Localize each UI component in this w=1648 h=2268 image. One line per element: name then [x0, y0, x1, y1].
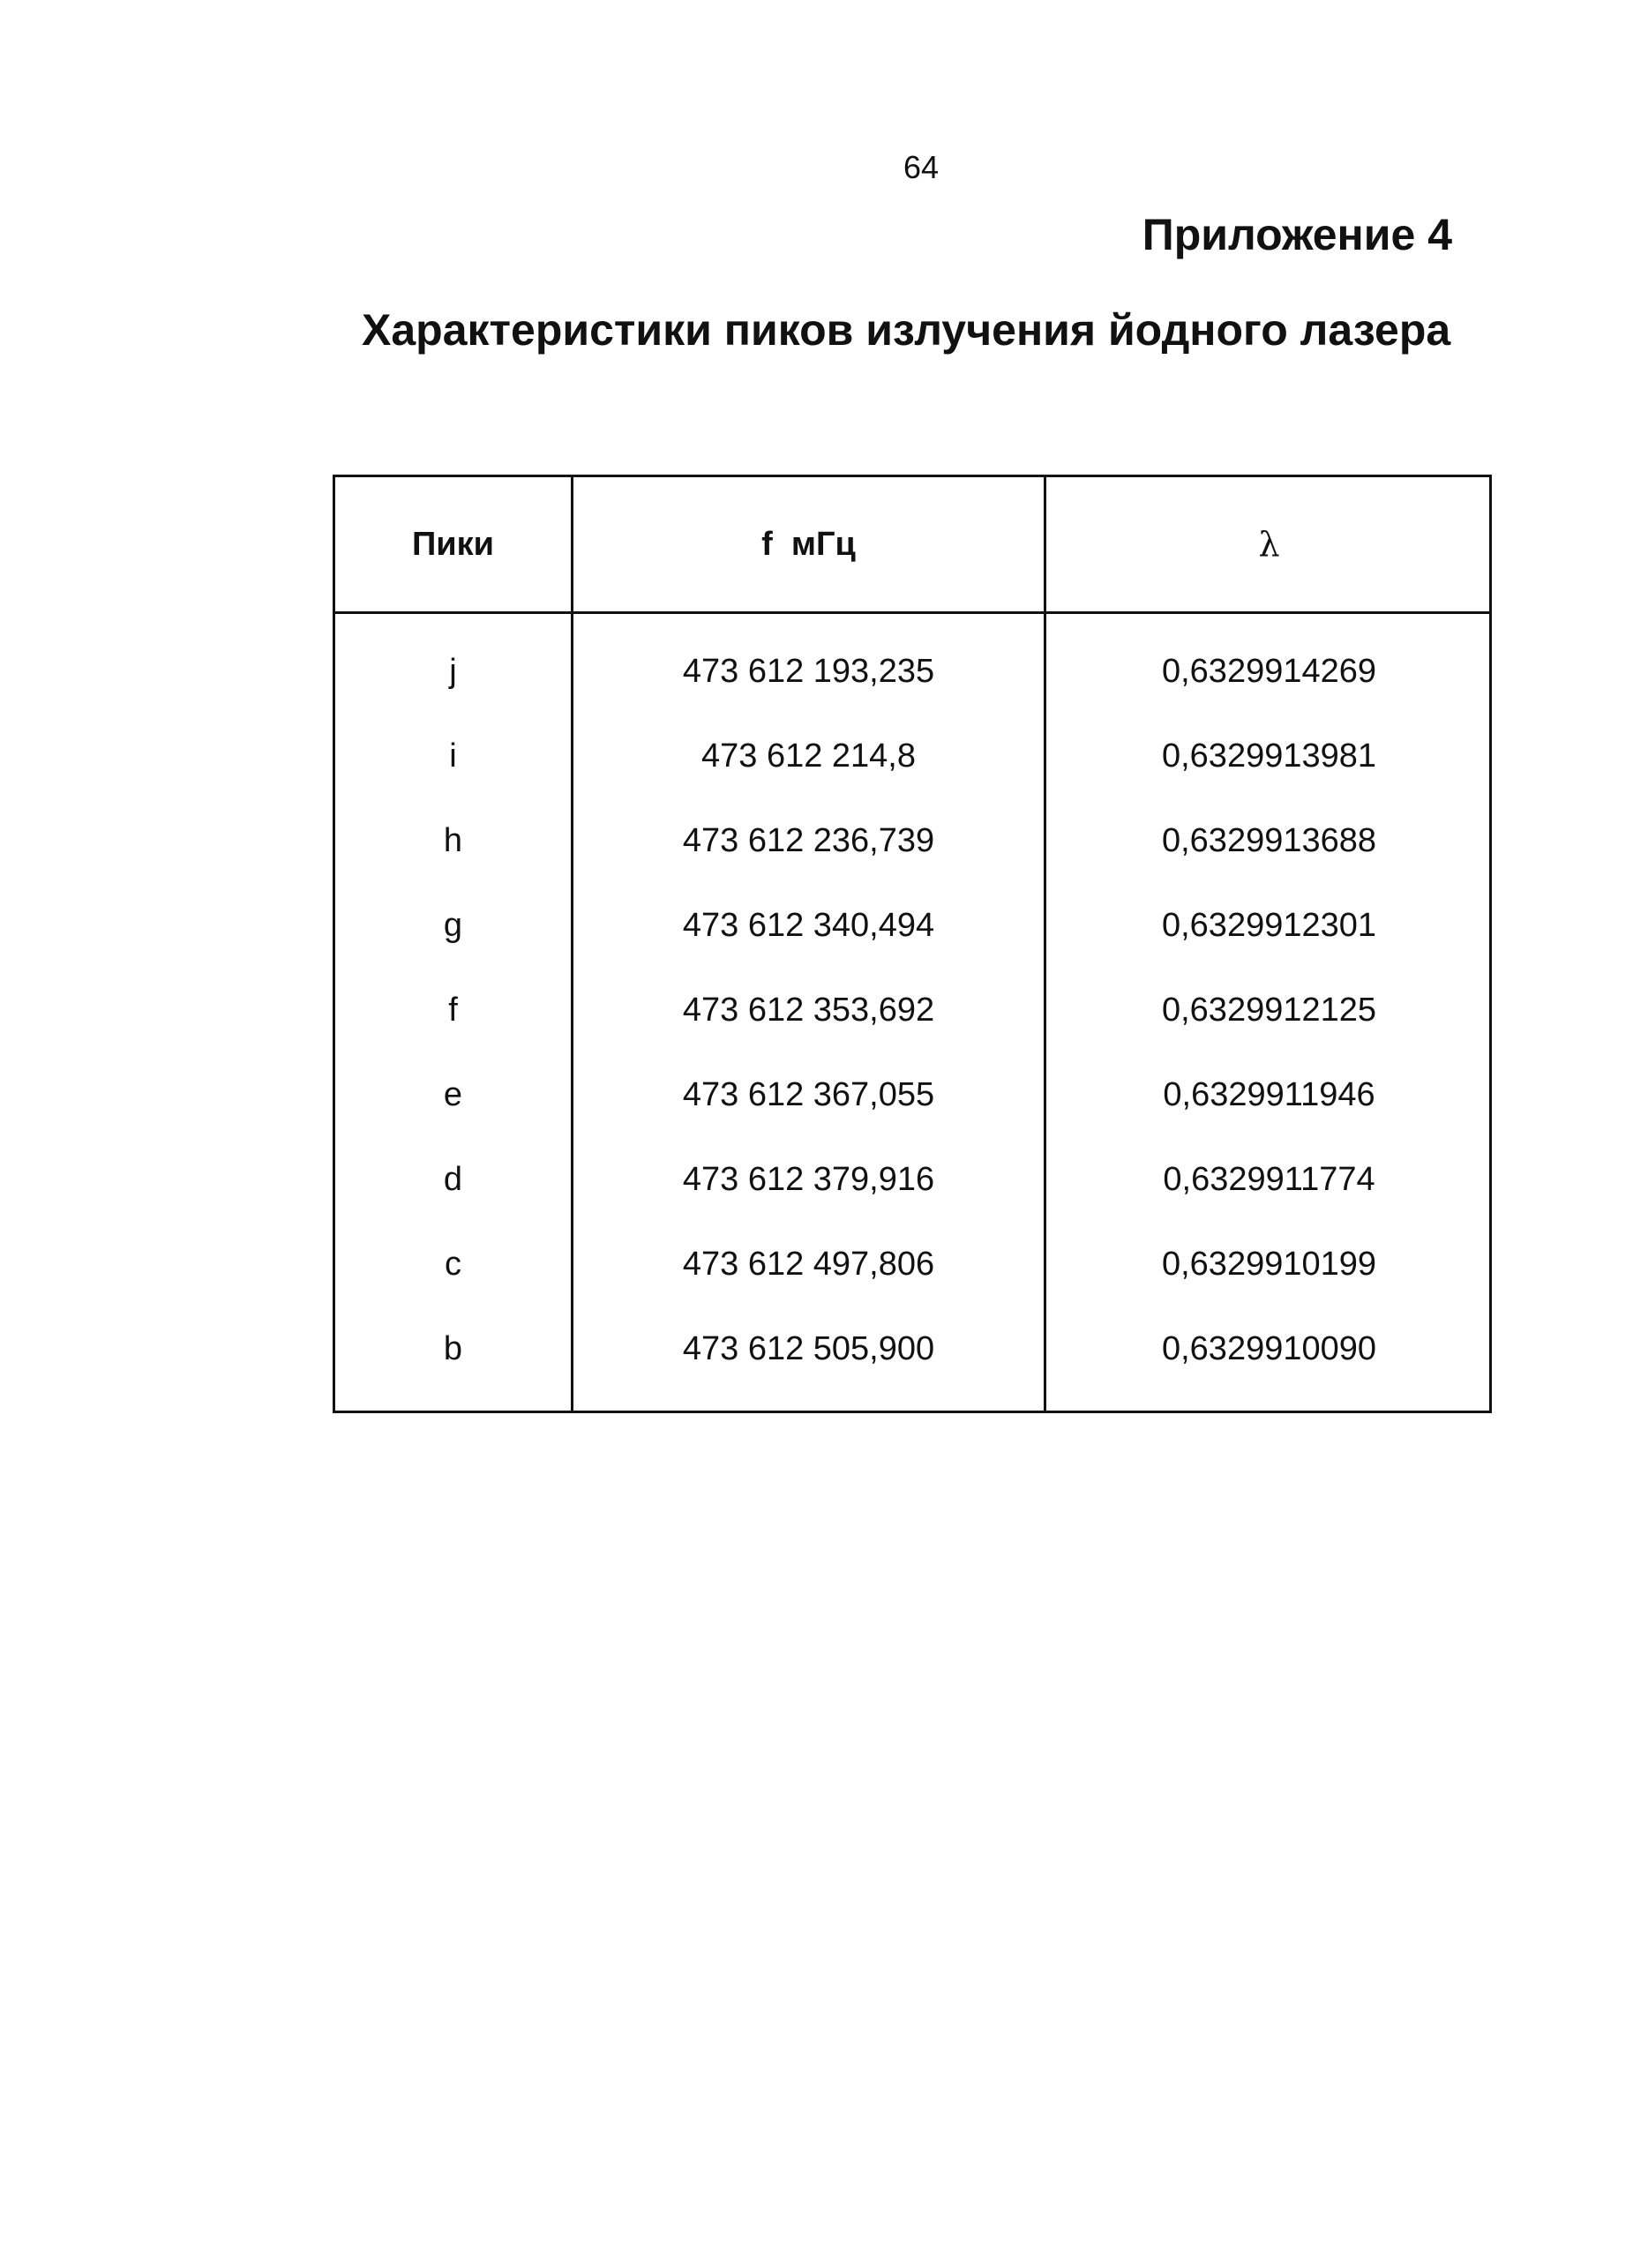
frequency-value: 473 612 236,739 — [682, 822, 935, 859]
wavelength-value: 0,6329914269 — [1161, 653, 1377, 690]
frequency-value: 473 612 379,916 — [682, 1161, 935, 1198]
table-header-row — [335, 477, 1489, 614]
header-wavelength: λ — [1258, 525, 1280, 564]
table-row — [335, 649, 1489, 734]
table-row — [335, 1157, 1489, 1242]
peak-label: b — [443, 1330, 463, 1367]
wavelength-value: 0,6329912125 — [1161, 992, 1377, 1029]
frequency-value: 473 612 340,494 — [682, 907, 935, 944]
appendix-title: Приложение 4 — [1142, 210, 1452, 259]
frequency-value: 473 612 214,8 — [700, 737, 916, 775]
wavelength-value: 0,6329911774 — [1163, 1161, 1375, 1198]
table-row — [335, 903, 1489, 988]
header-frequency: f мГц — [761, 526, 856, 563]
table-row — [335, 988, 1489, 1073]
peak-label: d — [443, 1161, 463, 1198]
peak-label: f — [448, 992, 458, 1029]
wavelength-value: 0,6329910090 — [1161, 1330, 1377, 1367]
frequency-value: 473 612 353,692 — [682, 992, 935, 1029]
frequency-value: 473 612 367,055 — [682, 1076, 935, 1113]
wavelength-value: 0,6329913688 — [1161, 822, 1377, 859]
table-row — [335, 1073, 1489, 1157]
header-peaks: Пики — [411, 526, 495, 563]
table-body — [335, 649, 1489, 1411]
frequency-value: 473 612 193,235 — [682, 653, 935, 690]
peak-label: i — [449, 737, 457, 775]
page-number: 64 — [903, 149, 940, 185]
peaks-table — [333, 475, 1492, 1413]
peak-label: h — [443, 822, 463, 859]
wavelength-value: 0,6329911946 — [1163, 1076, 1375, 1113]
wavelength-value: 0,6329913981 — [1161, 737, 1377, 775]
frequency-value: 473 612 505,900 — [682, 1330, 935, 1367]
table-row — [335, 819, 1489, 903]
peak-label: c — [445, 1246, 461, 1283]
wavelength-value: 0,6329912301 — [1161, 907, 1377, 944]
document-title: Характеристики пиков излучения йодного лазера — [362, 305, 1451, 355]
wavelength-value: 0,6329910199 — [1161, 1246, 1377, 1283]
table-row — [335, 1327, 1489, 1411]
peak-label: g — [443, 907, 463, 944]
frequency-value: 473 612 497,806 — [682, 1246, 935, 1283]
table-row — [335, 1242, 1489, 1327]
peak-label: e — [443, 1076, 463, 1113]
peak-label: j — [449, 653, 457, 690]
table-row — [335, 734, 1489, 819]
